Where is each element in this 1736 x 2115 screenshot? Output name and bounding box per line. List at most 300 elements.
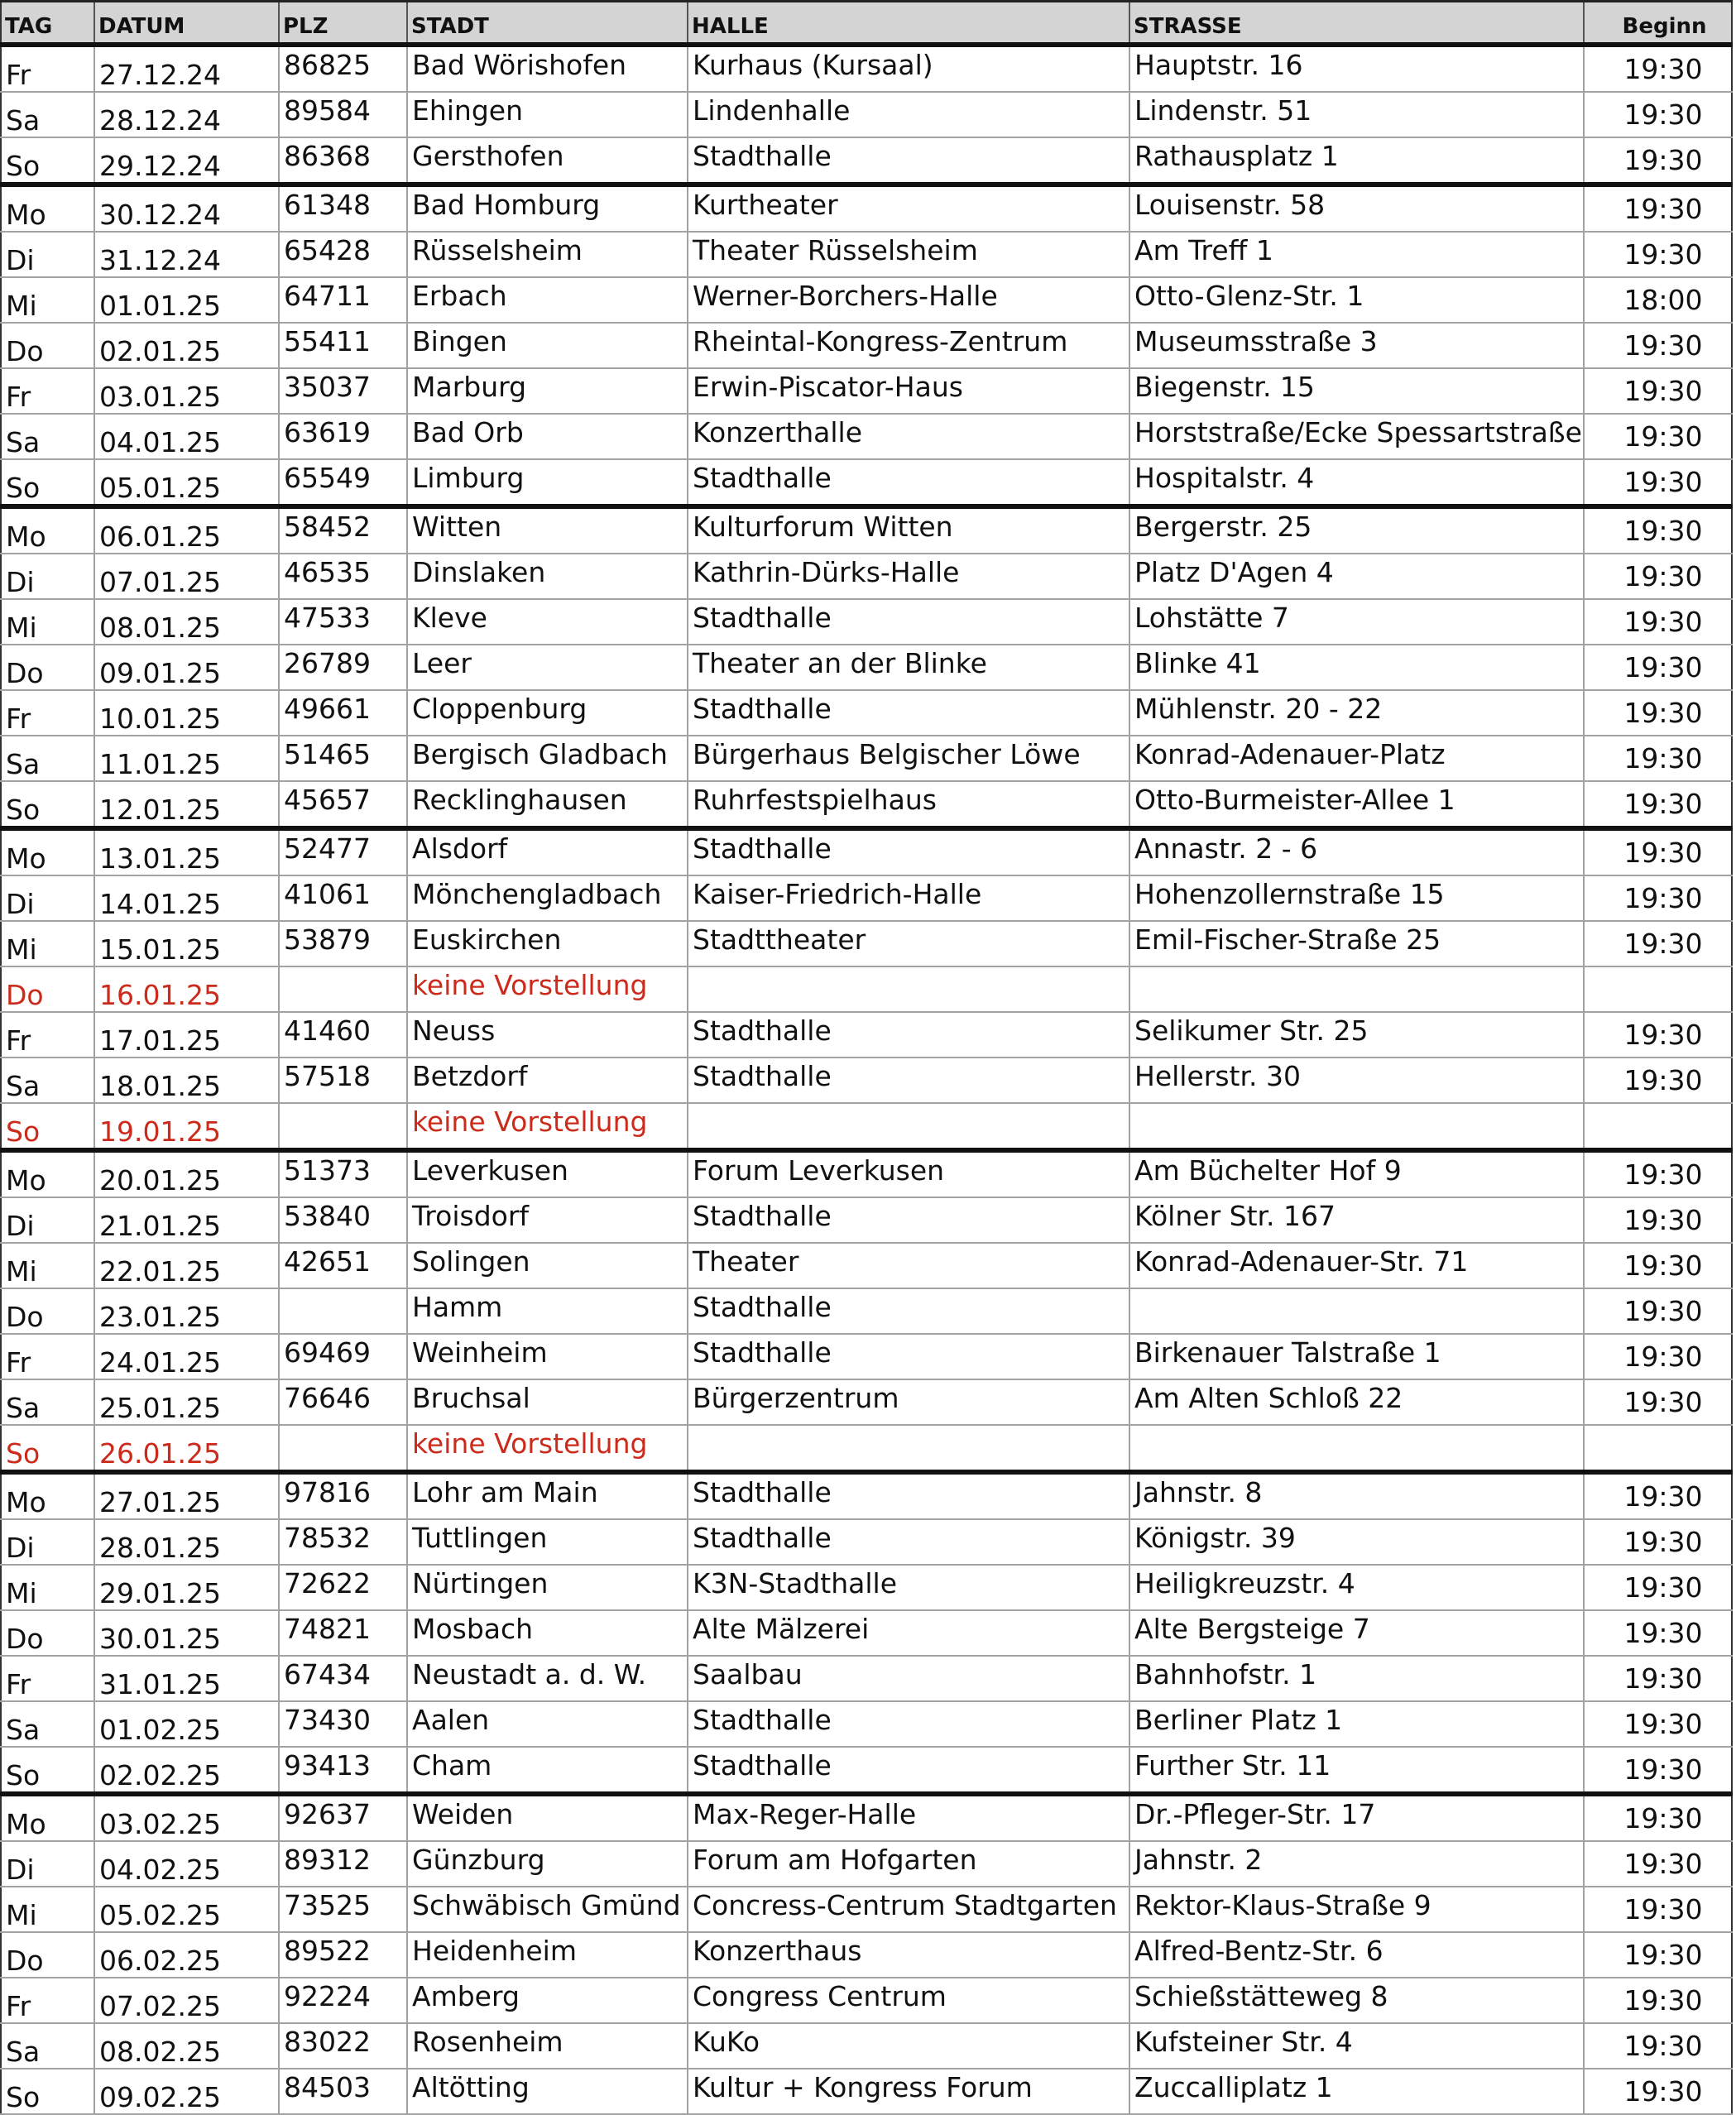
cell-plz: 92224 xyxy=(279,1978,407,2023)
cell-beginn: 19:30 xyxy=(1584,1197,1732,1243)
cell-halle: Kaiser-Friedrich-Halle xyxy=(688,875,1129,921)
cell-tag: Fr xyxy=(1,1656,94,1701)
cell-tag: So xyxy=(1,1103,94,1150)
cell-datum: 25.01.25 xyxy=(94,1379,279,1425)
cell-strasse xyxy=(1129,1425,1584,1472)
table-row xyxy=(1,828,1732,875)
cell-halle: Stadthalle xyxy=(688,1334,1129,1379)
cell-stadt: Tuttlingen xyxy=(407,1519,688,1565)
cell-tag: Fr xyxy=(1,1012,94,1058)
cell-stadt: Bergisch Gladbach xyxy=(407,736,688,781)
table-row xyxy=(1,459,1732,506)
cell-strasse xyxy=(1129,1103,1584,1150)
table-row xyxy=(1,1150,1732,1197)
table-row xyxy=(1,414,1732,459)
cell-strasse: Birkenauer Talstraße 1 xyxy=(1129,1334,1584,1379)
table-row xyxy=(1,185,1732,232)
cell-plz: 72622 xyxy=(279,1565,407,1610)
cell-strasse: Schießstätteweg 8 xyxy=(1129,1978,1584,2023)
cell-stadt: Altötting xyxy=(407,2069,688,2114)
cell-beginn: 19:30 xyxy=(1584,875,1732,921)
cell-beginn: 19:30 xyxy=(1584,1932,1732,1978)
cell-stadt: Bingen xyxy=(407,323,688,368)
cell-datum: 05.02.25 xyxy=(94,1887,279,1932)
table-row xyxy=(1,323,1732,368)
cell-plz xyxy=(279,966,407,1012)
cell-beginn: 19:30 xyxy=(1584,459,1732,506)
cell-tag: Mo xyxy=(1,828,94,875)
table-row xyxy=(1,506,1732,554)
cell-strasse: Zuccalliplatz 1 xyxy=(1129,2069,1584,2114)
cell-datum: 17.01.25 xyxy=(94,1012,279,1058)
cell-stadt: Nürtingen xyxy=(407,1565,688,1610)
cell-beginn: 19:30 xyxy=(1584,1012,1732,1058)
cell-datum: 31.01.25 xyxy=(94,1656,279,1701)
cell-datum: 04.02.25 xyxy=(94,1841,279,1887)
cell-stadt: Kleve xyxy=(407,599,688,645)
cell-beginn: 19:30 xyxy=(1584,645,1732,690)
cell-tag: Fr xyxy=(1,690,94,736)
cell-halle: Stadthalle xyxy=(688,1012,1129,1058)
cell-strasse: Emil-Fischer-Straße 25 xyxy=(1129,921,1584,966)
cell-beginn: 19:30 xyxy=(1584,1701,1732,1747)
table-row xyxy=(1,1058,1732,1103)
cell-stadt: Recklinghausen xyxy=(407,781,688,828)
cell-beginn: 19:30 xyxy=(1584,1150,1732,1197)
cell-datum: 13.01.25 xyxy=(94,828,279,875)
table-row xyxy=(1,1519,1732,1565)
column-header-beginn: Beginn xyxy=(1584,2,1732,46)
table-row xyxy=(1,1472,1732,1519)
cell-beginn: 19:30 xyxy=(1584,368,1732,414)
cell-plz: 89522 xyxy=(279,1932,407,1978)
cell-strasse: Otto-Glenz-Str. 1 xyxy=(1129,277,1584,323)
cell-stadt: Gersthofen xyxy=(407,137,688,185)
cell-tag: Mi xyxy=(1,921,94,966)
table-row xyxy=(1,45,1732,92)
cell-strasse: Konrad-Adenauer-Str. 71 xyxy=(1129,1243,1584,1288)
cell-tag: Fr xyxy=(1,45,94,92)
cell-halle: Erwin-Piscator-Haus xyxy=(688,368,1129,414)
cell-beginn: 19:30 xyxy=(1584,736,1732,781)
cell-stadt: Hamm xyxy=(407,1288,688,1334)
cell-strasse: Kufsteiner Str. 4 xyxy=(1129,2023,1584,2069)
cell-tag: Do xyxy=(1,1288,94,1334)
cell-halle xyxy=(688,966,1129,1012)
table-row xyxy=(1,1197,1732,1243)
cell-strasse: Mühlenstr. 20 - 22 xyxy=(1129,690,1584,736)
cell-plz: 49661 xyxy=(279,690,407,736)
cell-beginn: 19:30 xyxy=(1584,2023,1732,2069)
cell-datum: 22.01.25 xyxy=(94,1243,279,1288)
cell-halle: Stadthalle xyxy=(688,137,1129,185)
table-row xyxy=(1,1243,1732,1288)
cell-halle: Max-Reger-Halle xyxy=(688,1794,1129,1841)
cell-strasse: Konrad-Adenauer-Platz xyxy=(1129,736,1584,781)
cell-tag: Mi xyxy=(1,1887,94,1932)
table-row xyxy=(1,2069,1732,2114)
cell-beginn: 19:30 xyxy=(1584,506,1732,554)
cell-tag: Fr xyxy=(1,1334,94,1379)
cell-datum: 08.02.25 xyxy=(94,2023,279,2069)
cell-halle: Lindenhalle xyxy=(688,92,1129,137)
cell-plz: 42651 xyxy=(279,1243,407,1288)
cell-plz xyxy=(279,1288,407,1334)
cell-beginn: 19:30 xyxy=(1584,323,1732,368)
cell-strasse: Lohstätte 7 xyxy=(1129,599,1584,645)
cell-stadt: Schwäbisch Gmünd xyxy=(407,1887,688,1932)
cell-stadt: keine Vorstellung xyxy=(407,966,688,1012)
cell-strasse: Hospitalstr. 4 xyxy=(1129,459,1584,506)
cell-tag: Sa xyxy=(1,1379,94,1425)
cell-tag: Do xyxy=(1,1932,94,1978)
cell-plz: 26789 xyxy=(279,645,407,690)
cell-tag: Sa xyxy=(1,1701,94,1747)
column-header-strasse: STRASSE xyxy=(1129,2,1584,46)
cell-beginn: 19:30 xyxy=(1584,1887,1732,1932)
table-row xyxy=(1,554,1732,599)
cell-tag: Do xyxy=(1,966,94,1012)
cell-beginn: 19:30 xyxy=(1584,1472,1732,1519)
cell-plz: 89312 xyxy=(279,1841,407,1887)
cell-stadt: Euskirchen xyxy=(407,921,688,966)
cell-halle: Stadthalle xyxy=(688,1058,1129,1103)
tour-dates-body xyxy=(1,45,1732,2114)
cell-strasse xyxy=(1129,966,1584,1012)
cell-datum: 06.02.25 xyxy=(94,1932,279,1978)
cell-tag: Sa xyxy=(1,92,94,137)
cell-halle: Stadthalle xyxy=(688,690,1129,736)
cell-strasse: Selikumer Str. 25 xyxy=(1129,1012,1584,1058)
cell-tag: Sa xyxy=(1,736,94,781)
cell-strasse: Lindenstr. 51 xyxy=(1129,92,1584,137)
cell-halle: Werner-Borchers-Halle xyxy=(688,277,1129,323)
cell-plz: 92637 xyxy=(279,1794,407,1841)
table-row xyxy=(1,1425,1732,1472)
cell-tag: Mi xyxy=(1,1565,94,1610)
cell-datum: 15.01.25 xyxy=(94,921,279,966)
cell-plz: 47533 xyxy=(279,599,407,645)
cell-beginn: 19:30 xyxy=(1584,921,1732,966)
cell-tag: Mo xyxy=(1,1794,94,1841)
cell-stadt: Witten xyxy=(407,506,688,554)
cell-datum: 01.02.25 xyxy=(94,1701,279,1747)
column-header-plz: PLZ xyxy=(279,2,407,46)
cell-strasse: Heiligkreuzstr. 4 xyxy=(1129,1565,1584,1610)
cell-strasse: Museumsstraße 3 xyxy=(1129,323,1584,368)
cell-halle: Stadthalle xyxy=(688,599,1129,645)
cell-beginn: 19:30 xyxy=(1584,1058,1732,1103)
cell-tag: Sa xyxy=(1,1058,94,1103)
cell-datum: 03.01.25 xyxy=(94,368,279,414)
cell-halle: Stadthalle xyxy=(688,459,1129,506)
cell-strasse: Am Alten Schloß 22 xyxy=(1129,1379,1584,1425)
table-row xyxy=(1,599,1732,645)
cell-datum: 26.01.25 xyxy=(94,1425,279,1472)
cell-strasse: Rathausplatz 1 xyxy=(1129,137,1584,185)
cell-beginn: 19:30 xyxy=(1584,828,1732,875)
table-row xyxy=(1,1932,1732,1978)
cell-strasse: Alfred-Bentz-Str. 6 xyxy=(1129,1932,1584,1978)
cell-plz: 51465 xyxy=(279,736,407,781)
table-row xyxy=(1,690,1732,736)
cell-datum: 05.01.25 xyxy=(94,459,279,506)
cell-datum: 02.01.25 xyxy=(94,323,279,368)
cell-beginn xyxy=(1584,1425,1732,1472)
cell-strasse: Annastr. 2 - 6 xyxy=(1129,828,1584,875)
cell-stadt: Neuss xyxy=(407,1012,688,1058)
cell-plz: 41460 xyxy=(279,1012,407,1058)
cell-plz: 64711 xyxy=(279,277,407,323)
cell-halle: Ruhrfestspielhaus xyxy=(688,781,1129,828)
cell-stadt: Bruchsal xyxy=(407,1379,688,1425)
cell-halle: Alte Mälzerei xyxy=(688,1610,1129,1656)
cell-plz: 76646 xyxy=(279,1379,407,1425)
cell-strasse: Bergerstr. 25 xyxy=(1129,506,1584,554)
cell-datum: 08.01.25 xyxy=(94,599,279,645)
cell-beginn: 19:30 xyxy=(1584,554,1732,599)
cell-halle: Stadttheater xyxy=(688,921,1129,966)
table-row xyxy=(1,277,1732,323)
cell-halle: Saalbau xyxy=(688,1656,1129,1701)
cell-stadt: Dinslaken xyxy=(407,554,688,599)
cell-plz: 86825 xyxy=(279,45,407,92)
cell-datum: 20.01.25 xyxy=(94,1150,279,1197)
cell-datum: 16.01.25 xyxy=(94,966,279,1012)
table-row xyxy=(1,368,1732,414)
cell-halle: Kathrin-Dürks-Halle xyxy=(688,554,1129,599)
table-row xyxy=(1,1103,1732,1150)
cell-halle: Kurhaus (Kursaal) xyxy=(688,45,1129,92)
cell-stadt: Aalen xyxy=(407,1701,688,1747)
cell-strasse: Platz D'Agen 4 xyxy=(1129,554,1584,599)
cell-beginn: 19:30 xyxy=(1584,1794,1732,1841)
cell-datum: 31.12.24 xyxy=(94,232,279,277)
cell-strasse xyxy=(1129,1288,1584,1334)
cell-strasse: Kölner Str. 167 xyxy=(1129,1197,1584,1243)
table-row xyxy=(1,966,1732,1012)
cell-halle: Forum am Hofgarten xyxy=(688,1841,1129,1887)
cell-tag: Fr xyxy=(1,368,94,414)
cell-beginn: 19:30 xyxy=(1584,1841,1732,1887)
table-row xyxy=(1,137,1732,185)
cell-strasse: Hellerstr. 30 xyxy=(1129,1058,1584,1103)
table-row xyxy=(1,875,1732,921)
cell-tag: Di xyxy=(1,554,94,599)
cell-datum: 29.01.25 xyxy=(94,1565,279,1610)
cell-strasse: Königstr. 39 xyxy=(1129,1519,1584,1565)
cell-strasse: Berliner Platz 1 xyxy=(1129,1701,1584,1747)
cell-datum: 03.02.25 xyxy=(94,1794,279,1841)
cell-tag: So xyxy=(1,137,94,185)
cell-plz: 67434 xyxy=(279,1656,407,1701)
table-row xyxy=(1,1656,1732,1701)
cell-halle: KuKo xyxy=(688,2023,1129,2069)
cell-tag: Mo xyxy=(1,1150,94,1197)
table-row xyxy=(1,781,1732,828)
cell-strasse: Louisenstr. 58 xyxy=(1129,185,1584,232)
cell-tag: So xyxy=(1,2069,94,2114)
cell-beginn: 19:30 xyxy=(1584,1565,1732,1610)
cell-tag: Mi xyxy=(1,277,94,323)
cell-plz: 58452 xyxy=(279,506,407,554)
cell-plz: 73430 xyxy=(279,1701,407,1747)
cell-stadt: Bad Wörishofen xyxy=(407,45,688,92)
cell-datum: 01.01.25 xyxy=(94,277,279,323)
cell-plz: 86368 xyxy=(279,137,407,185)
table-row xyxy=(1,1794,1732,1841)
cell-plz: 52477 xyxy=(279,828,407,875)
column-header-datum: DATUM xyxy=(94,2,279,46)
cell-stadt: Neustadt a. d. W. xyxy=(407,1656,688,1701)
cell-beginn: 19:30 xyxy=(1584,185,1732,232)
cell-stadt: Weiden xyxy=(407,1794,688,1841)
cell-halle: Stadthalle xyxy=(688,828,1129,875)
cell-plz xyxy=(279,1425,407,1472)
table-row xyxy=(1,645,1732,690)
cell-plz: 57518 xyxy=(279,1058,407,1103)
cell-beginn: 19:30 xyxy=(1584,1334,1732,1379)
table-row xyxy=(1,1747,1732,1794)
cell-plz: 83022 xyxy=(279,2023,407,2069)
cell-beginn xyxy=(1584,966,1732,1012)
cell-plz: 45657 xyxy=(279,781,407,828)
cell-datum: 28.01.25 xyxy=(94,1519,279,1565)
cell-halle: Kultur + Kongress Forum xyxy=(688,2069,1129,2114)
table-row xyxy=(1,1379,1732,1425)
cell-plz: 73525 xyxy=(279,1887,407,1932)
cell-stadt: Mönchengladbach xyxy=(407,875,688,921)
cell-plz: 97816 xyxy=(279,1472,407,1519)
cell-strasse: Biegenstr. 15 xyxy=(1129,368,1584,414)
cell-tag: Di xyxy=(1,1197,94,1243)
cell-beginn: 19:30 xyxy=(1584,232,1732,277)
cell-datum: 02.02.25 xyxy=(94,1747,279,1794)
cell-strasse: Otto-Burmeister-Allee 1 xyxy=(1129,781,1584,828)
cell-datum: 29.12.24 xyxy=(94,137,279,185)
cell-plz: 74821 xyxy=(279,1610,407,1656)
cell-tag: Mi xyxy=(1,1243,94,1288)
cell-stadt: Mosbach xyxy=(407,1610,688,1656)
cell-plz: 89584 xyxy=(279,92,407,137)
cell-halle: Forum Leverkusen xyxy=(688,1150,1129,1197)
cell-tag: So xyxy=(1,781,94,828)
cell-stadt: Rosenheim xyxy=(407,2023,688,2069)
cell-strasse: Jahnstr. 2 xyxy=(1129,1841,1584,1887)
cell-beginn: 19:30 xyxy=(1584,2069,1732,2114)
cell-halle: K3N-Stadthalle xyxy=(688,1565,1129,1610)
cell-halle: Concress-Centrum Stadtgarten xyxy=(688,1887,1129,1932)
cell-plz: 61348 xyxy=(279,185,407,232)
cell-strasse: Jahnstr. 8 xyxy=(1129,1472,1584,1519)
table-row xyxy=(1,1334,1732,1379)
cell-datum: 07.01.25 xyxy=(94,554,279,599)
cell-halle: Theater xyxy=(688,1243,1129,1288)
cell-tag: Di xyxy=(1,875,94,921)
cell-plz: 84503 xyxy=(279,2069,407,2114)
cell-plz: 55411 xyxy=(279,323,407,368)
cell-datum: 11.01.25 xyxy=(94,736,279,781)
cell-stadt: keine Vorstellung xyxy=(407,1103,688,1150)
cell-stadt: Ehingen xyxy=(407,92,688,137)
cell-tag: Sa xyxy=(1,414,94,459)
cell-strasse: Dr.-Pfleger-Str. 17 xyxy=(1129,1794,1584,1841)
cell-beginn: 19:30 xyxy=(1584,92,1732,137)
table-row xyxy=(1,1288,1732,1334)
cell-plz: 53879 xyxy=(279,921,407,966)
cell-beginn: 19:30 xyxy=(1584,1978,1732,2023)
table-row xyxy=(1,92,1732,137)
cell-datum: 06.01.25 xyxy=(94,506,279,554)
table-row xyxy=(1,1610,1732,1656)
cell-stadt: keine Vorstellung xyxy=(407,1425,688,1472)
table-row xyxy=(1,736,1732,781)
cell-stadt: Alsdorf xyxy=(407,828,688,875)
cell-halle: Stadthalle xyxy=(688,1519,1129,1565)
cell-beginn: 18:00 xyxy=(1584,277,1732,323)
cell-beginn: 19:30 xyxy=(1584,45,1732,92)
cell-datum: 14.01.25 xyxy=(94,875,279,921)
cell-plz: 93413 xyxy=(279,1747,407,1794)
cell-datum: 27.12.24 xyxy=(94,45,279,92)
table-row xyxy=(1,2023,1732,2069)
cell-plz: 35037 xyxy=(279,368,407,414)
cell-tag: Fr xyxy=(1,1978,94,2023)
column-header-tag: TAG xyxy=(1,2,94,46)
column-header-stadt: STADT xyxy=(407,2,688,46)
cell-plz: 63619 xyxy=(279,414,407,459)
cell-datum: 10.01.25 xyxy=(94,690,279,736)
cell-plz: 78532 xyxy=(279,1519,407,1565)
cell-datum: 09.02.25 xyxy=(94,2069,279,2114)
cell-halle: Bürgerzentrum xyxy=(688,1379,1129,1425)
cell-strasse: Hauptstr. 16 xyxy=(1129,45,1584,92)
cell-tag: Mo xyxy=(1,1472,94,1519)
cell-datum: 23.01.25 xyxy=(94,1288,279,1334)
cell-stadt: Lohr am Main xyxy=(407,1472,688,1519)
cell-datum: 18.01.25 xyxy=(94,1058,279,1103)
table-row xyxy=(1,232,1732,277)
cell-datum: 30.12.24 xyxy=(94,185,279,232)
cell-tag: So xyxy=(1,1747,94,1794)
cell-datum: 12.01.25 xyxy=(94,781,279,828)
cell-strasse: Horststraße/Ecke Spessartstraße xyxy=(1129,414,1584,459)
cell-plz: 46535 xyxy=(279,554,407,599)
cell-datum: 28.12.24 xyxy=(94,92,279,137)
cell-tag: So xyxy=(1,459,94,506)
cell-stadt: Bad Homburg xyxy=(407,185,688,232)
cell-halle: Konzerthaus xyxy=(688,1932,1129,1978)
cell-strasse: Bahnhofstr. 1 xyxy=(1129,1656,1584,1701)
table-row xyxy=(1,1887,1732,1932)
cell-plz: 65549 xyxy=(279,459,407,506)
cell-beginn: 19:30 xyxy=(1584,1656,1732,1701)
cell-datum: 04.01.25 xyxy=(94,414,279,459)
cell-beginn: 19:30 xyxy=(1584,781,1732,828)
cell-halle: Stadthalle xyxy=(688,1197,1129,1243)
cell-beginn: 19:30 xyxy=(1584,1288,1732,1334)
cell-halle: Kurtheater xyxy=(688,185,1129,232)
cell-strasse: Hohenzollernstraße 15 xyxy=(1129,875,1584,921)
cell-beginn xyxy=(1584,1103,1732,1150)
cell-plz: 69469 xyxy=(279,1334,407,1379)
cell-plz: 65428 xyxy=(279,232,407,277)
cell-halle: Stadthalle xyxy=(688,1472,1129,1519)
cell-datum: 07.02.25 xyxy=(94,1978,279,2023)
cell-plz xyxy=(279,1103,407,1150)
cell-stadt: Troisdorf xyxy=(407,1197,688,1243)
cell-tag: Do xyxy=(1,1610,94,1656)
